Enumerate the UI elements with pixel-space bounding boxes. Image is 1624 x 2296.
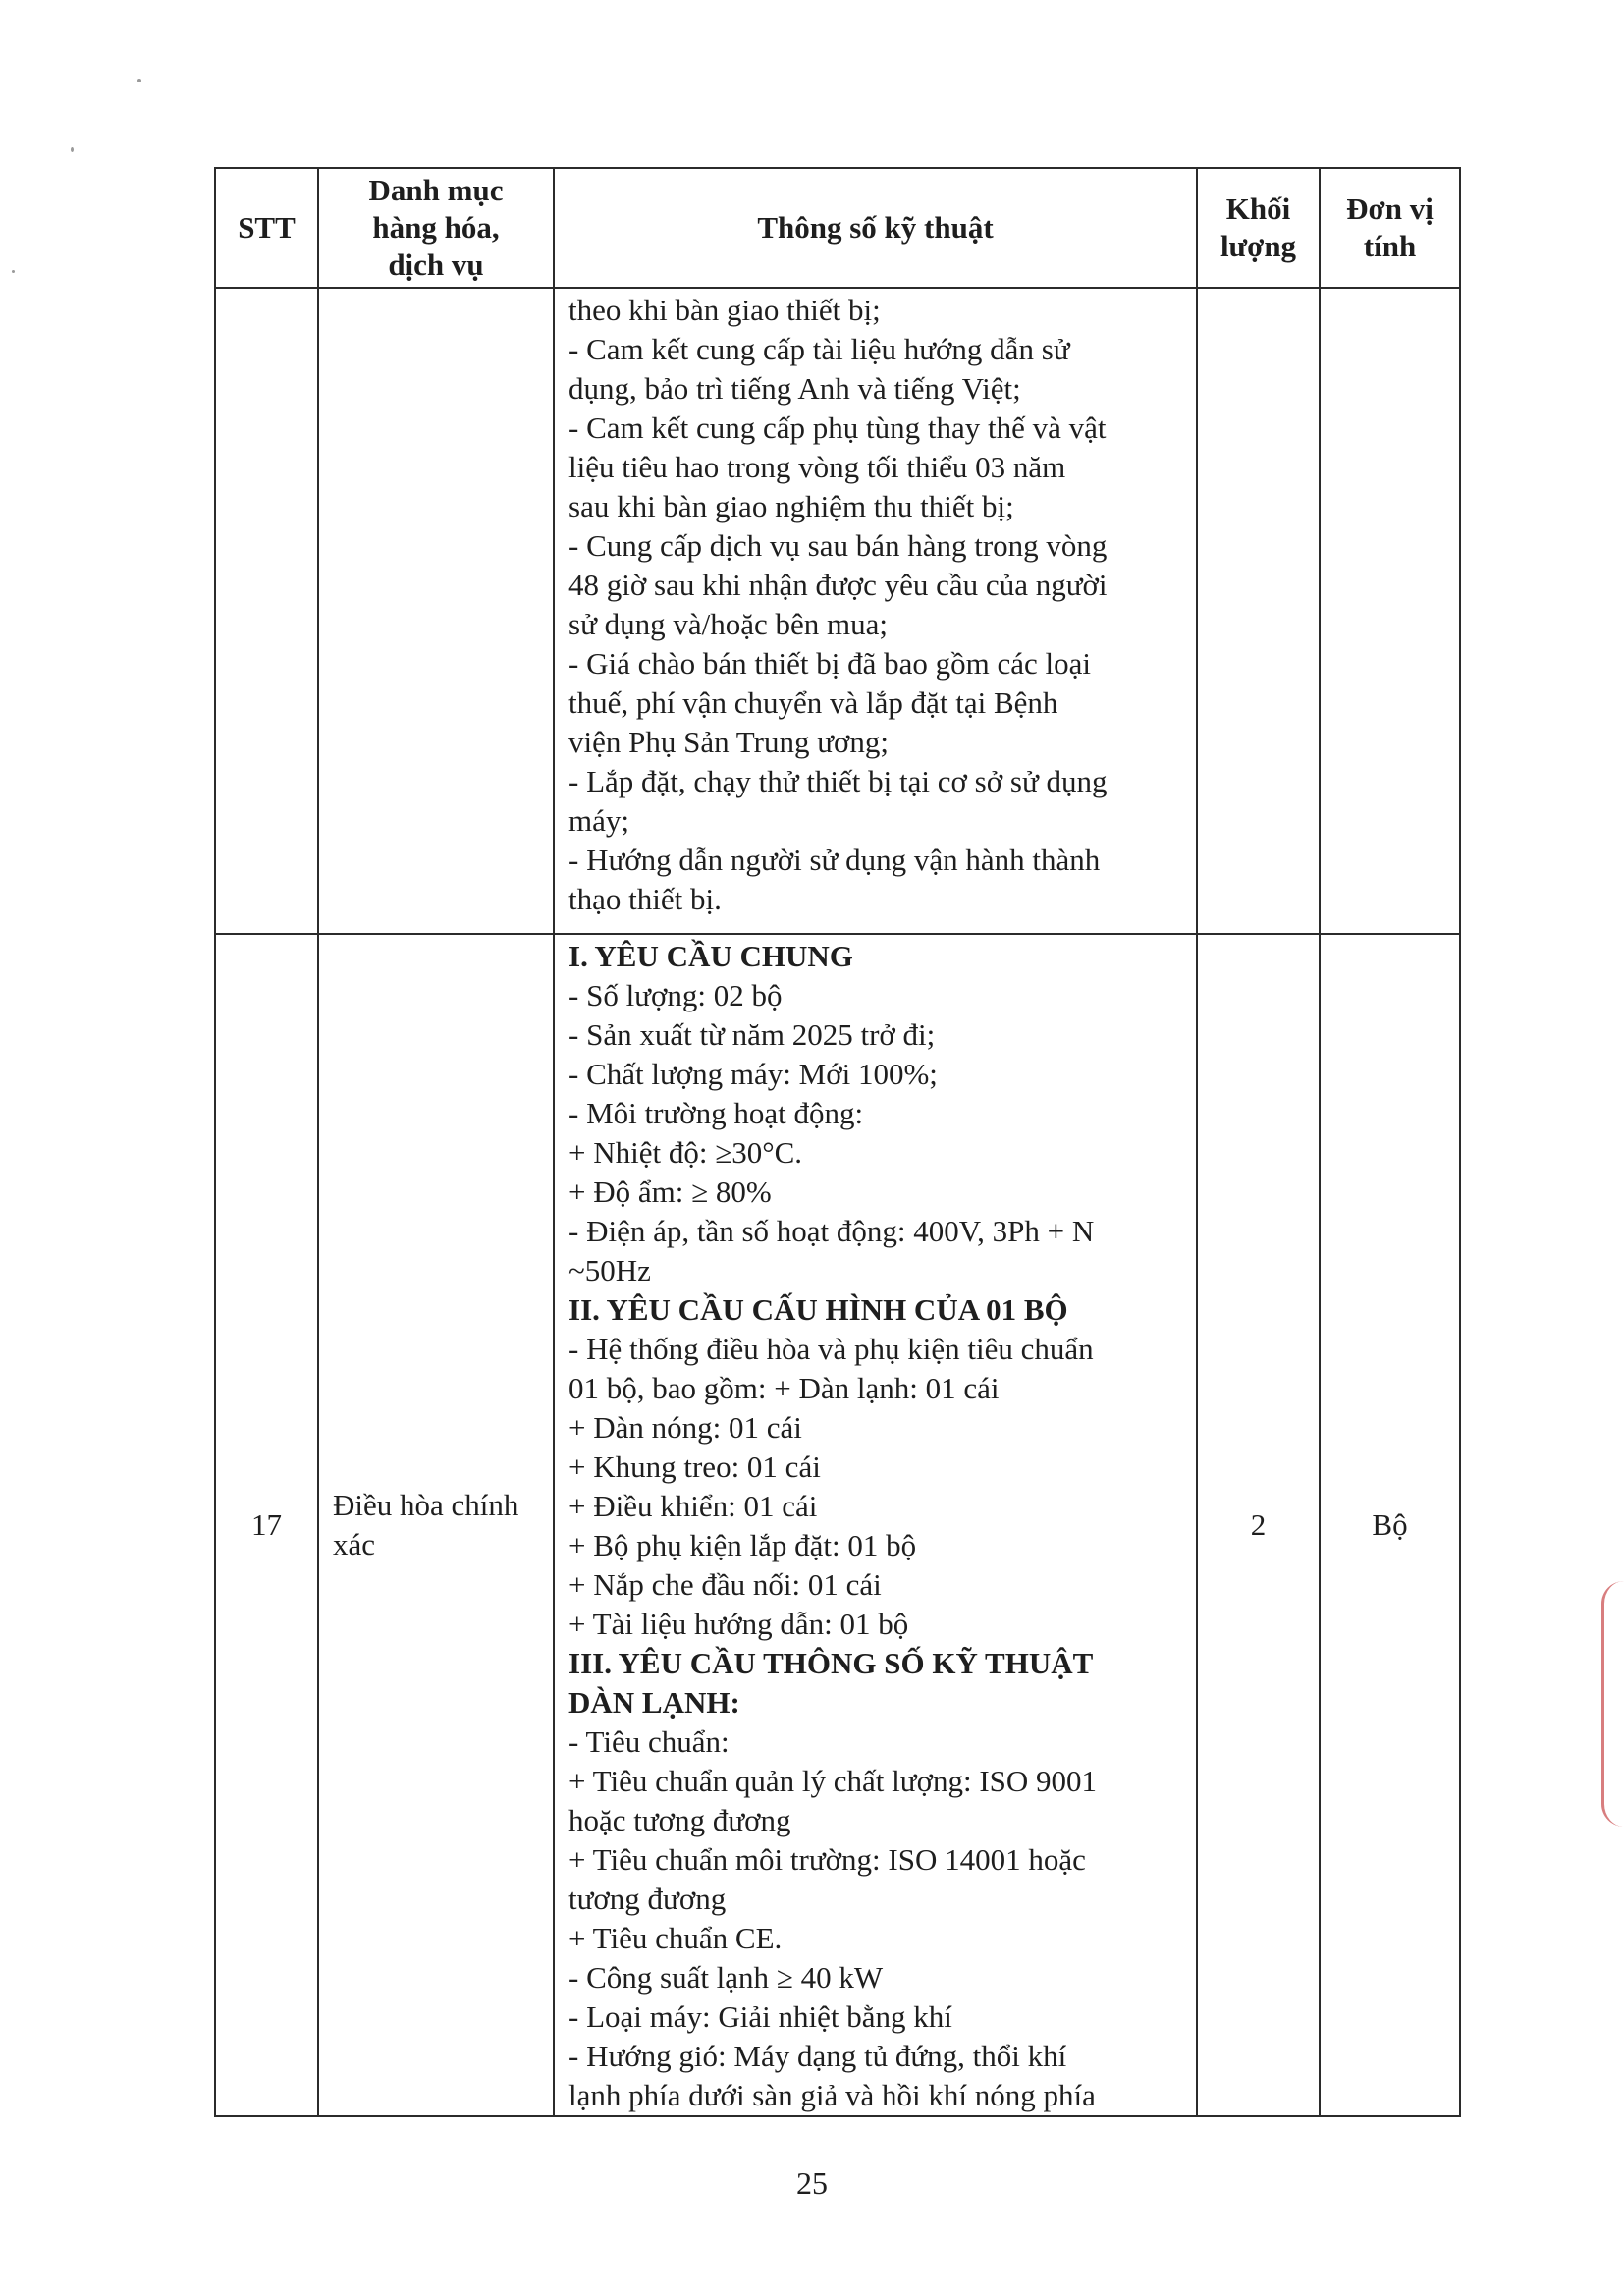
spec-heading: II. YÊU CẦU CẤU HÌNH CỦA 01 BỘ	[568, 1292, 1068, 1327]
spec-line: sử dụng và/hoặc bên mua;	[568, 607, 889, 641]
scan-speck	[71, 147, 74, 152]
spec-line: - Hướng dẫn người sử dụng vận hành thành	[568, 843, 1101, 877]
spec-line: - Lắp đặt, chạy thử thiết bị tại cơ sở sử dụng	[568, 764, 1108, 798]
spec-line: 01 bộ, bao gồm: + Dàn lạnh: 01 cái	[568, 1371, 1000, 1405]
table-header-row	[215, 168, 1460, 288]
spec-line: + Tiêu chuẩn quản lý chất lượng: ISO 9001	[568, 1764, 1098, 1798]
spec-line: - Chất lượng máy: Mới 100%;	[568, 1057, 938, 1091]
spec-line: - Loại máy: Giải nhiệt bằng khí	[568, 1999, 952, 2034]
row-quantity: 2	[1197, 934, 1320, 2116]
page-number: 25	[796, 2165, 828, 2201]
spec-line: - Tiêu chuẩn:	[568, 1724, 730, 1759]
row-stt	[215, 288, 318, 934]
spec-line: - Môi trường hoạt động:	[568, 1096, 864, 1130]
spec-line: lạnh phía dưới sàn giả và hồi khí nóng phía	[568, 2078, 1096, 2112]
spec-line: máy;	[568, 803, 629, 838]
row-stt: 17	[215, 934, 318, 2116]
spec-line: + Nhiệt độ: ≥30°C.	[568, 1135, 803, 1170]
spec-heading: DÀN LẠNH:	[568, 1685, 740, 1720]
specification-table	[214, 167, 1461, 2117]
table-row	[215, 288, 1460, 934]
spec-line: - Hệ thống điều hòa và phụ kiện tiêu chuẩn	[568, 1332, 1094, 1366]
spec-line: + Tiêu chuẩn CE.	[568, 1921, 783, 1955]
header-line: Đơn vị	[1346, 191, 1434, 226]
spec-line: + Nắp che đầu nối: 01 cái	[568, 1567, 882, 1602]
spec-line: viện Phụ Sản Trung ương;	[568, 725, 890, 759]
spec-line: - Công suất lạnh ≥ 40 kW	[568, 1960, 884, 1995]
spec-line: hoặc tương đương	[568, 1803, 791, 1837]
spec-line: + Khung treo: 01 cái	[568, 1449, 821, 1484]
table-row	[215, 934, 1460, 2116]
spec-line: - Điện áp, tần số hoạt động: 400V, 3Ph + N	[568, 1214, 1095, 1248]
spec-line: + Điều khiển: 01 cái	[568, 1489, 818, 1523]
scan-speck	[12, 270, 15, 273]
header-line: hàng hóa,	[372, 210, 500, 245]
spec-line: + Bộ phụ kiện lắp đặt: 01 bộ	[568, 1528, 917, 1562]
header-specification: Thông số kỹ thuật	[554, 168, 1197, 288]
spec-line: ~50Hz	[568, 1253, 651, 1287]
row-item-name	[318, 934, 554, 2116]
spec-line: - Số lượng: 02 bộ	[568, 978, 783, 1012]
header-stt: STT	[215, 168, 318, 288]
spec-line: - Sản xuất từ năm 2025 trở đi;	[568, 1017, 936, 1052]
header-line: tính	[1363, 229, 1417, 263]
spec-line: thuế, phí vận chuyển và lắp đặt tại Bệnh	[568, 685, 1058, 720]
spec-line: theo khi bàn giao thiết bị;	[568, 293, 881, 327]
spec-line: + Dàn nóng: 01 cái	[568, 1410, 802, 1445]
spec-line: thạo thiết bị.	[568, 882, 722, 916]
spec-heading: III. YÊU CẦU THÔNG SỐ KỸ THUẬT	[568, 1646, 1094, 1680]
spec-line: + Tài liệu hướng dẫn: 01 bộ	[568, 1607, 909, 1641]
item-name-line: xác	[333, 1527, 376, 1561]
row-unit: Bộ	[1320, 934, 1460, 2116]
spec-line: + Độ ẩm: ≥ 80%	[568, 1175, 772, 1209]
header-line: dịch vụ	[388, 247, 484, 282]
spec-line: - Cam kết cung cấp tài liệu hướng dẫn sử	[568, 332, 1070, 366]
spec-line: - Hướng gió: Máy dạng tủ đứng, thổi khí	[568, 2039, 1067, 2073]
spec-line: - Cung cấp dịch vụ sau bán hàng trong vòng	[568, 528, 1108, 563]
spec-line: - Giá chào bán thiết bị đã bao gồm các loại	[568, 646, 1091, 681]
header-item-name	[318, 168, 554, 288]
scan-speck	[137, 79, 141, 82]
spec-line: + Tiêu chuẩn môi trường: ISO 14001 hoặc	[568, 1842, 1086, 1877]
spec-line: liệu tiêu hao trong vòng tối thiểu 03 năm	[568, 450, 1066, 484]
header-line: Danh mục	[368, 173, 504, 207]
spec-line: 48 giờ sau khi nhận được yêu cầu của người	[568, 568, 1108, 602]
spec-heading: I. YÊU CẦU CHUNG	[568, 939, 853, 973]
spec-line: sau khi bàn giao nghiệm thu thiết bị;	[568, 489, 1014, 523]
red-stamp-edge	[1601, 1581, 1624, 1827]
item-name-line: Điều hòa chính	[333, 1488, 519, 1522]
header-quantity	[1197, 168, 1320, 288]
row-unit	[1320, 288, 1460, 934]
row-specification	[554, 934, 1197, 2116]
spec-line: - Cam kết cung cấp phụ tùng thay thế và vật	[568, 410, 1107, 445]
spec-line: dụng, bảo trì tiếng Anh và tiếng Việt;	[568, 371, 1021, 406]
header-line: lượng	[1219, 229, 1297, 263]
spec-line: tương đương	[568, 1882, 727, 1916]
row-item-name	[318, 288, 554, 934]
header-line: Khối	[1225, 191, 1291, 226]
header-unit	[1320, 168, 1460, 288]
row-specification	[554, 288, 1197, 934]
row-quantity	[1197, 288, 1320, 934]
